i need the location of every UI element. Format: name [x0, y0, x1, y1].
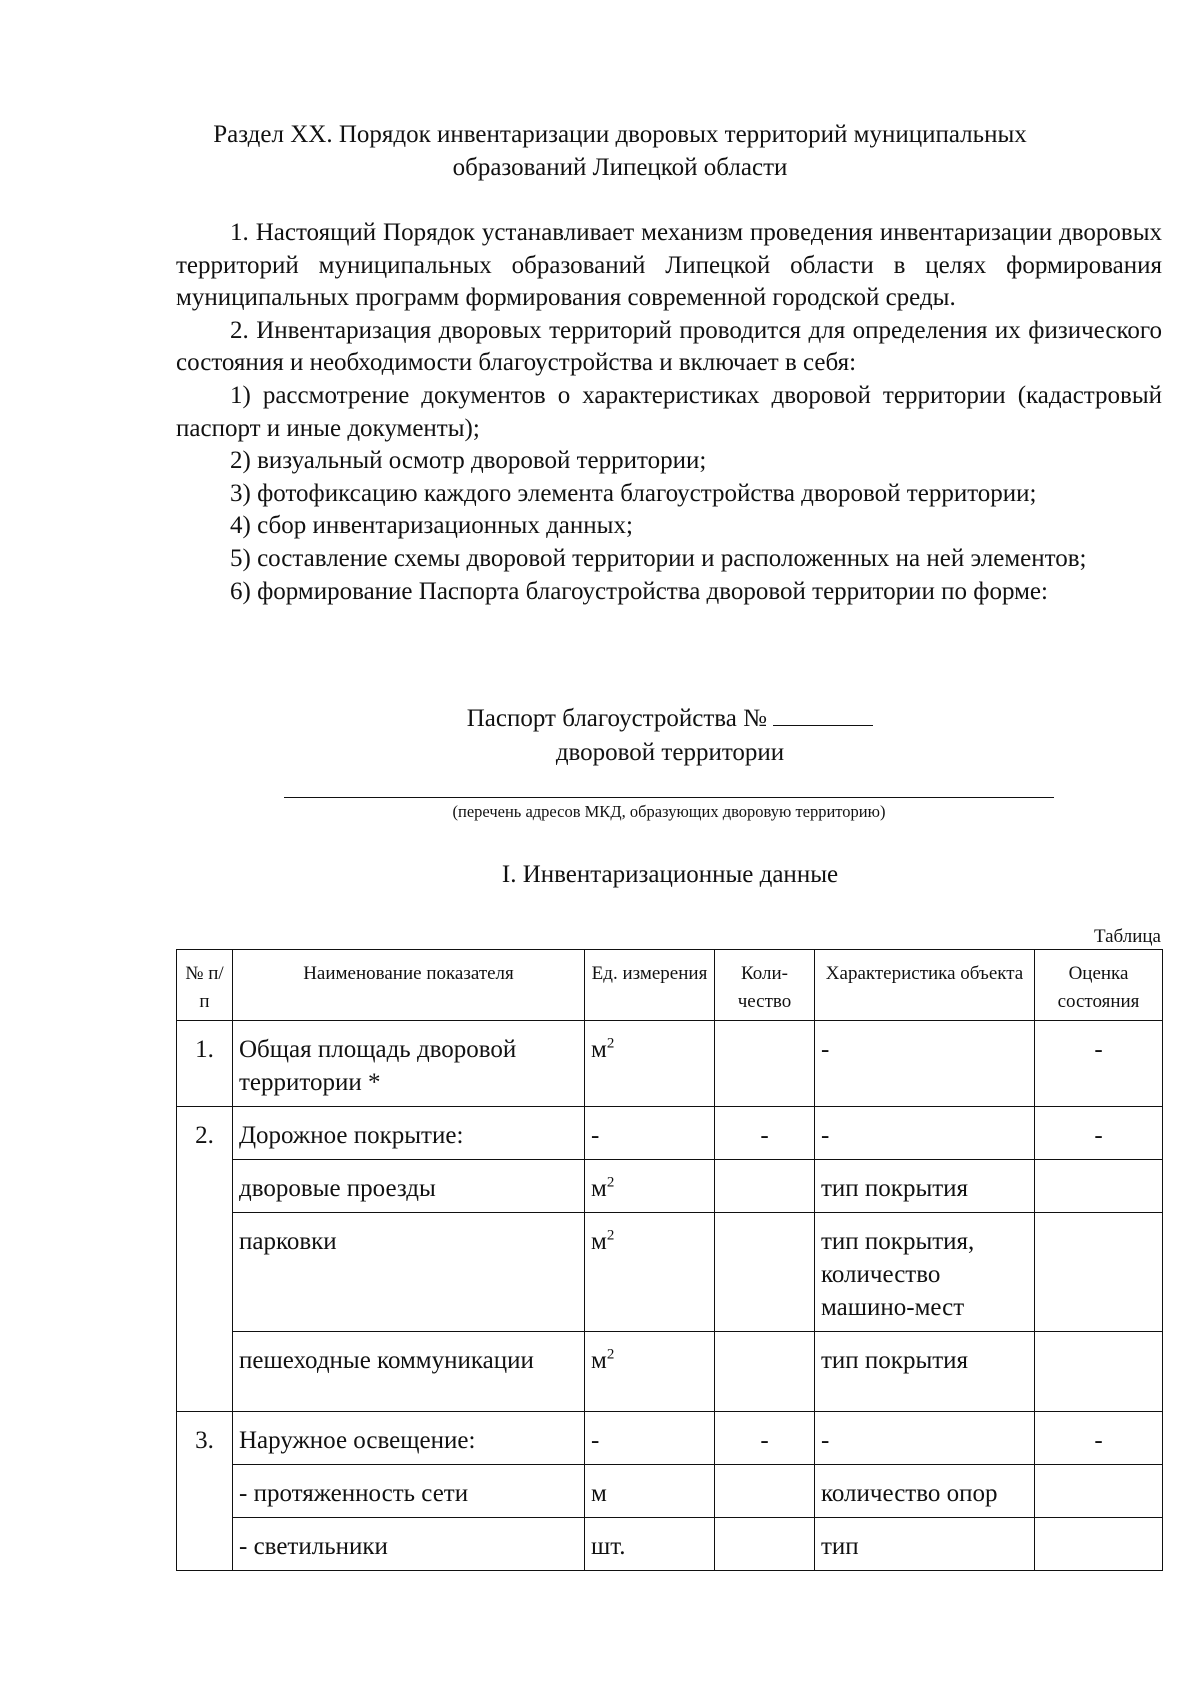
section-heading-line1: Раздел XX. Порядок инвентаризации дворовых территорий муниципальных [213, 121, 1027, 148]
passport-number-blank [773, 703, 873, 726]
cell-char: - [815, 1107, 1035, 1160]
paragraph: 3) фотофиксацию каждого элемента благоустройства дворовой территории; [230, 479, 1037, 507]
unit-text: м [591, 1175, 607, 1202]
table-body [177, 1021, 1163, 1571]
cell-name: - светильники [233, 1518, 585, 1571]
cell-qty [715, 1518, 815, 1571]
cell-eval: - [1035, 1107, 1163, 1160]
table-row [177, 1107, 1163, 1160]
cell-name: пешеходные коммуникации [233, 1332, 585, 1412]
cell-qty: - [715, 1412, 815, 1465]
passport-title-line1: Паспорт благоустройства № [300, 702, 1040, 736]
table-row [177, 1160, 1163, 1213]
table-row [177, 1213, 1163, 1332]
passport-title-line2: дворовой территории [555, 739, 785, 766]
cell-char: тип [815, 1518, 1035, 1571]
cell-name: Наружное освещение: [233, 1412, 585, 1465]
paragraph: 2) визуальный осмотр дворовой территории; [230, 447, 707, 475]
body-text [176, 217, 1162, 608]
cell-name: дворовые проезды [233, 1160, 585, 1213]
cell-unit [585, 1160, 715, 1213]
cell-qty [715, 1465, 815, 1518]
header-char: Характеристика объекта [815, 950, 1035, 1021]
cell-unit [585, 1021, 715, 1107]
unit-superscript: 2 [606, 1227, 615, 1244]
header-name: Наименование показателя [233, 950, 585, 1021]
header-qty: Коли- чество [715, 950, 815, 1021]
cell-char: тип покрытия [815, 1332, 1035, 1412]
cell-unit [585, 1213, 715, 1332]
row-number: 1. [177, 1021, 233, 1107]
cell-char: тип покрытия, количество машино-мест [815, 1213, 1035, 1332]
inventory-table [176, 949, 1163, 1571]
cell-name: Общая площадь дворовой территории * [233, 1021, 585, 1107]
passport-title [300, 702, 1040, 770]
section-heading-line2: образований Липецкой области [452, 154, 788, 181]
header-unit: Ед. измерения [585, 950, 715, 1021]
cell-unit [585, 1518, 715, 1571]
row-number: 3. [177, 1412, 233, 1571]
cell-char: тип покрытия [815, 1160, 1035, 1213]
cell-name: парковки [233, 1213, 585, 1332]
unit-text: - [591, 1122, 600, 1149]
paragraph: 4) сбор инвентаризационных данных; [230, 512, 633, 540]
cell-eval [1035, 1518, 1163, 1571]
cell-eval [1035, 1213, 1163, 1332]
unit-text: шт. [591, 1533, 626, 1560]
unit-text: м [591, 1347, 607, 1374]
cell-char: - [815, 1412, 1035, 1465]
cell-name: Дорожное покрытие: [233, 1107, 585, 1160]
unit-superscript: 2 [606, 1035, 615, 1052]
table-header-row [177, 950, 1163, 1021]
cell-char: количество опор [815, 1465, 1035, 1518]
cell-qty [715, 1160, 815, 1213]
inventory-section-title: I. Инвентаризационные данные [501, 861, 839, 888]
unit-text: - [591, 1427, 600, 1454]
header-num: № п/п [177, 950, 233, 1021]
table-row [177, 1332, 1163, 1412]
header-eval: Оценка состояния [1035, 950, 1163, 1021]
row-number: 2. [177, 1107, 233, 1412]
cell-name: - протяженность сети [233, 1465, 585, 1518]
paragraph: 1) рассмотрение документов о характеристиках дворовой территории (кадастровый паспорт и иные документы); [176, 381, 1162, 442]
cell-eval: - [1035, 1021, 1163, 1107]
table-row [177, 1465, 1163, 1518]
paragraph: 1. Настоящий Порядок устанавливает механизм проведения инвентаризации дворовых территорий муниципальных образований Липецкой области в целях формирования муниципальных программ формирования современной городской среды. [176, 219, 1162, 312]
cell-qty [715, 1021, 815, 1107]
section-heading [180, 118, 1060, 184]
unit-text: м [591, 1228, 607, 1255]
cell-unit [585, 1412, 715, 1465]
paragraph: 6) формирование Паспорта благоустройства дворовой территории по форме: [230, 577, 1048, 605]
cell-qty [715, 1213, 815, 1332]
table-caption: Таблица [1093, 926, 1161, 947]
cell-unit [585, 1332, 715, 1412]
cell-unit [585, 1465, 715, 1518]
cell-qty: - [715, 1107, 815, 1160]
table-row [177, 1518, 1163, 1571]
cell-eval [1035, 1160, 1163, 1213]
cell-qty [715, 1332, 815, 1412]
cell-unit [585, 1107, 715, 1160]
address-blank-line [284, 797, 1054, 798]
table-row [177, 1021, 1163, 1107]
cell-char: - [815, 1021, 1035, 1107]
cell-eval [1035, 1332, 1163, 1412]
paragraph: 5) составление схемы дворовой территории и расположенных на ней элементов; [230, 544, 1087, 572]
unit-text: м [591, 1036, 607, 1063]
table-row [177, 1412, 1163, 1465]
unit-superscript: 2 [606, 1174, 615, 1191]
cell-eval [1035, 1465, 1163, 1518]
paragraph: 2. Инвентаризация дворовых территорий проводится для определения их физического состояния и необходимости благоустройства и включает в себя: [176, 316, 1162, 377]
unit-text: м [591, 1480, 607, 1507]
address-caption: (перечень адресов МКД, образующих дворовую территорию) [452, 802, 886, 821]
unit-superscript: 2 [606, 1346, 615, 1363]
cell-eval: - [1035, 1412, 1163, 1465]
